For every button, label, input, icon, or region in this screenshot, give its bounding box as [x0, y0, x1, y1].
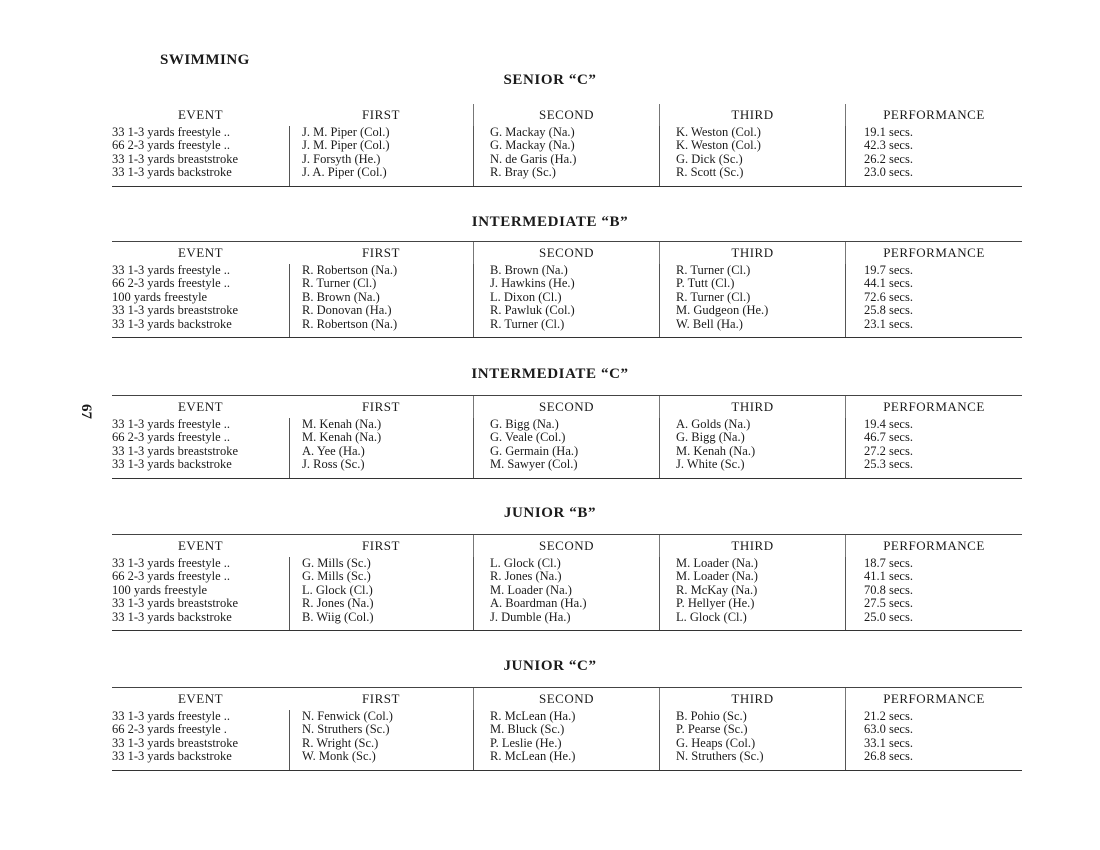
- first-place-cell: M. Kenah (Na.): [302, 430, 382, 445]
- second-place-cell: J. Dumble (Ha.): [490, 609, 571, 624]
- event-cell: 33 1-3 yards freestyle ..: [112, 556, 231, 570]
- event-cell: 33 1-3 yards breaststroke: [112, 443, 239, 458]
- results-table: [112, 241, 1022, 338]
- column-header-first-place: FIRST: [362, 399, 400, 414]
- third-place-cell: G. Bigg (Na.): [676, 430, 745, 445]
- third-place-cell: P. Tutt (Cl.): [676, 276, 735, 291]
- third-place-cell: K. Weston (Col.): [676, 138, 761, 153]
- event-cell: 66 2-3 yards freestyle ..: [112, 430, 231, 445]
- performance-cell: 26.8 secs.: [864, 749, 913, 764]
- event-cell: 66 2-3 yards freestyle ..: [112, 569, 231, 584]
- second-place-cell: L. Dixon (Cl.): [490, 289, 562, 304]
- performance-cell: 33.1 secs.: [864, 735, 913, 750]
- performance-cell: 19.4 secs.: [864, 417, 913, 431]
- column-header-third-place: THIRD: [659, 396, 845, 418]
- table-body: [112, 710, 1022, 770]
- third-place-cell: R. Turner (Cl.): [676, 289, 751, 304]
- column-header-third-place: THIRD: [659, 535, 845, 557]
- column-header-second-place: SECOND: [473, 242, 659, 264]
- column-header-third-place: THIRD: [659, 688, 845, 710]
- third-place-cell: P. Hellyer (He.): [676, 596, 755, 611]
- second-place-cell: G. Mackay (Na.): [490, 138, 575, 153]
- performance-cell: 25.0 secs.: [864, 609, 913, 624]
- table-body: [112, 126, 1022, 186]
- second-place-cell: R. McLean (Ha.): [490, 709, 576, 723]
- results-table: [112, 687, 1022, 771]
- performance-cell: 41.1 secs.: [864, 569, 913, 584]
- table-body: [112, 264, 1022, 337]
- third-place-cell: M. Loader (Na.): [676, 556, 758, 570]
- column-performance: [845, 264, 1022, 337]
- first-place-cell: G. Mills (Sc.): [302, 556, 371, 570]
- performance-cell: 27.5 secs.: [864, 596, 913, 611]
- third-place-cell: K. Weston (Col.): [676, 125, 761, 139]
- event-cell: 33 1-3 yards freestyle ..: [112, 263, 231, 277]
- column-third-place: [659, 418, 845, 478]
- event-cell: 33 1-3 yards breaststroke: [112, 303, 239, 318]
- second-place-cell: M. Loader (Na.): [490, 582, 572, 597]
- table-header: [112, 688, 1022, 710]
- second-place-cell: P. Leslie (He.): [490, 735, 562, 750]
- table-body: [112, 418, 1022, 478]
- column-header-second-place: SECOND: [473, 104, 659, 126]
- page-number: 67: [78, 404, 94, 419]
- column-header-second-place: SECOND: [473, 396, 659, 418]
- performance-cell: 23.1 secs.: [864, 316, 913, 331]
- third-place-cell: B. Pohio (Sc.): [676, 709, 747, 723]
- third-place-cell: L. Glock (Cl.): [676, 609, 747, 624]
- section-title: INTERMEDIATE “B”: [471, 214, 629, 230]
- page-heading: SWIMMING: [160, 52, 250, 68]
- third-place-cell: N. Struthers (Sc.): [676, 749, 764, 764]
- second-place-cell: R. Jones (Na.): [490, 569, 562, 584]
- section-title: JUNIOR “B”: [503, 505, 597, 521]
- column-event: [112, 418, 289, 478]
- table-body: [112, 557, 1022, 630]
- event-cell: 66 2-3 yards freestyle ..: [112, 276, 231, 291]
- performance-cell: 63.0 secs.: [864, 722, 913, 737]
- third-place-cell: A. Golds (Na.): [676, 417, 751, 431]
- second-place-cell: G. Bigg (Na.): [490, 417, 559, 431]
- column-third-place: [659, 557, 845, 630]
- performance-cell: 70.8 secs.: [864, 582, 913, 597]
- column-second-place: [473, 418, 659, 478]
- second-place-cell: G. Germain (Ha.): [490, 443, 579, 458]
- column-header-event: EVENT: [177, 245, 224, 260]
- second-place-cell: R. Bray (Sc.): [490, 165, 556, 180]
- section-title: SENIOR “C”: [503, 72, 597, 88]
- first-place-cell: N. Struthers (Sc.): [302, 722, 390, 737]
- performance-cell: 23.0 secs.: [864, 165, 913, 180]
- second-place-cell: R. Turner (Cl.): [490, 316, 565, 331]
- table-header: [112, 396, 1022, 418]
- column-header-event: EVENT: [177, 107, 224, 122]
- performance-cell: 19.1 secs.: [864, 125, 913, 139]
- first-place-cell: R. Wright (Sc.): [302, 735, 379, 750]
- column-first-place: [289, 264, 473, 337]
- event-cell: 33 1-3 yards backstroke: [112, 749, 232, 764]
- first-place-cell: G. Mills (Sc.): [302, 569, 371, 584]
- results-table: [112, 104, 1022, 187]
- third-place-cell: M. Kenah (Na.): [676, 443, 756, 458]
- first-place-cell: J. M. Piper (Col.): [302, 125, 390, 139]
- column-header-second-place: SECOND: [473, 688, 659, 710]
- column-first-place: [289, 710, 473, 770]
- column-header-third-place: THIRD: [659, 104, 845, 126]
- first-place-cell: R. Robertson (Na.): [302, 263, 398, 277]
- event-cell: 33 1-3 yards breaststroke: [112, 735, 239, 750]
- second-place-cell: G. Mackay (Na.): [490, 125, 575, 139]
- second-place-cell: A. Boardman (Ha.): [490, 596, 587, 611]
- third-place-cell: P. Pearse (Sc.): [676, 722, 748, 737]
- column-third-place: [659, 264, 845, 337]
- column-header-event: EVENT: [177, 538, 224, 553]
- first-place-cell: N. Fenwick (Col.): [302, 709, 393, 723]
- event-cell: 33 1-3 yards freestyle ..: [112, 709, 231, 723]
- first-place-cell: M. Kenah (Na.): [302, 417, 382, 431]
- second-place-cell: M. Bluck (Sc.): [490, 722, 565, 737]
- third-place-cell: M. Loader (Na.): [676, 569, 758, 584]
- performance-cell: 18.7 secs.: [864, 556, 913, 570]
- column-header-performance: PERFORMANCE: [845, 396, 1022, 418]
- results-table: [112, 534, 1022, 631]
- performance-cell: 26.2 secs.: [864, 151, 913, 166]
- column-performance: [845, 126, 1022, 186]
- third-place-cell: M. Gudgeon (He.): [676, 303, 769, 318]
- performance-cell: 44.1 secs.: [864, 276, 913, 291]
- second-place-cell: G. Veale (Col.): [490, 430, 566, 445]
- column-third-place: [659, 126, 845, 186]
- performance-cell: 42.3 secs.: [864, 138, 913, 153]
- column-event: [112, 557, 289, 630]
- column-header-first-place: FIRST: [362, 538, 400, 553]
- event-cell: 66 2-3 yards freestyle .: [112, 722, 227, 737]
- performance-cell: 19.7 secs.: [864, 263, 913, 277]
- first-place-cell: J. Ross (Sc.): [302, 457, 365, 472]
- event-cell: 33 1-3 yards backstroke: [112, 165, 232, 180]
- performance-cell: 25.3 secs.: [864, 457, 913, 472]
- first-place-cell: R. Turner (Cl.): [302, 276, 377, 291]
- column-header-third-place: THIRD: [659, 242, 845, 264]
- column-header-performance: PERFORMANCE: [845, 535, 1022, 557]
- column-header-performance: PERFORMANCE: [845, 688, 1022, 710]
- performance-cell: 27.2 secs.: [864, 443, 913, 458]
- table-header: [112, 104, 1022, 126]
- column-second-place: [473, 126, 659, 186]
- column-header-performance: PERFORMANCE: [845, 104, 1022, 126]
- first-place-cell: R. Donovan (Ha.): [302, 303, 392, 318]
- section-title: INTERMEDIATE “C”: [471, 366, 629, 382]
- column-second-place: [473, 557, 659, 630]
- column-third-place: [659, 710, 845, 770]
- first-place-cell: J. M. Piper (Col.): [302, 138, 390, 153]
- results-table: [112, 395, 1022, 479]
- event-cell: 33 1-3 yards breaststroke: [112, 151, 239, 166]
- column-performance: [845, 710, 1022, 770]
- event-cell: 33 1-3 yards breaststroke: [112, 596, 239, 611]
- first-place-cell: L. Glock (Cl.): [302, 582, 373, 597]
- first-place-cell: W. Monk (Sc.): [302, 749, 376, 764]
- column-first-place: [289, 126, 473, 186]
- column-header-event: EVENT: [177, 399, 224, 414]
- second-place-cell: R. Pawluk (Col.): [490, 303, 575, 318]
- event-cell: 33 1-3 yards backstroke: [112, 457, 232, 472]
- column-performance: [845, 557, 1022, 630]
- first-place-cell: B. Wiig (Col.): [302, 609, 374, 624]
- column-header-first-place: FIRST: [362, 691, 400, 706]
- second-place-cell: R. McLean (He.): [490, 749, 576, 764]
- first-place-cell: R. Robertson (Na.): [302, 316, 398, 331]
- third-place-cell: R. Turner (Cl.): [676, 263, 751, 277]
- table-header: [112, 242, 1022, 264]
- column-second-place: [473, 710, 659, 770]
- performance-cell: 46.7 secs.: [864, 430, 913, 445]
- second-place-cell: N. de Garis (Ha.): [490, 151, 577, 166]
- first-place-cell: J. Forsyth (He.): [302, 151, 381, 166]
- column-second-place: [473, 264, 659, 337]
- column-header-event: EVENT: [177, 691, 224, 706]
- event-cell: 33 1-3 yards backstroke: [112, 609, 232, 624]
- second-place-cell: B. Brown (Na.): [490, 263, 568, 277]
- first-place-cell: R. Jones (Na.): [302, 596, 374, 611]
- column-event: [112, 710, 289, 770]
- performance-cell: 72.6 secs.: [864, 289, 913, 304]
- column-first-place: [289, 557, 473, 630]
- performance-cell: 25.8 secs.: [864, 303, 913, 318]
- performance-cell: 21.2 secs.: [864, 709, 913, 723]
- third-place-cell: J. White (Sc.): [676, 457, 745, 472]
- third-place-cell: G. Heaps (Col.): [676, 735, 756, 750]
- column-event: [112, 264, 289, 337]
- third-place-cell: W. Bell (Ha.): [676, 316, 743, 331]
- first-place-cell: A. Yee (Ha.): [302, 443, 365, 458]
- third-place-cell: G. Dick (Sc.): [676, 151, 743, 166]
- column-header-first-place: FIRST: [362, 245, 400, 260]
- column-header-second-place: SECOND: [473, 535, 659, 557]
- column-header-performance: PERFORMANCE: [845, 242, 1022, 264]
- column-performance: [845, 418, 1022, 478]
- event-cell: 33 1-3 yards backstroke: [112, 316, 232, 331]
- table-header: [112, 535, 1022, 557]
- second-place-cell: L. Glock (Cl.): [490, 556, 561, 570]
- section-title: JUNIOR “C”: [503, 658, 597, 674]
- event-cell: 33 1-3 yards freestyle ..: [112, 417, 231, 431]
- second-place-cell: M. Sawyer (Col.): [490, 457, 578, 472]
- event-cell: 100 yards freestyle: [112, 582, 208, 597]
- event-cell: 33 1-3 yards freestyle ..: [112, 125, 231, 139]
- column-header-first-place: FIRST: [362, 107, 400, 122]
- first-place-cell: B. Brown (Na.): [302, 289, 380, 304]
- event-cell: 66 2-3 yards freestyle ..: [112, 138, 231, 153]
- column-event: [112, 126, 289, 186]
- third-place-cell: R. Scott (Sc.): [676, 165, 744, 180]
- third-place-cell: R. McKay (Na.): [676, 582, 758, 597]
- second-place-cell: J. Hawkins (He.): [490, 276, 575, 291]
- column-first-place: [289, 418, 473, 478]
- first-place-cell: J. A. Piper (Col.): [302, 165, 387, 180]
- event-cell: 100 yards freestyle: [112, 289, 208, 304]
